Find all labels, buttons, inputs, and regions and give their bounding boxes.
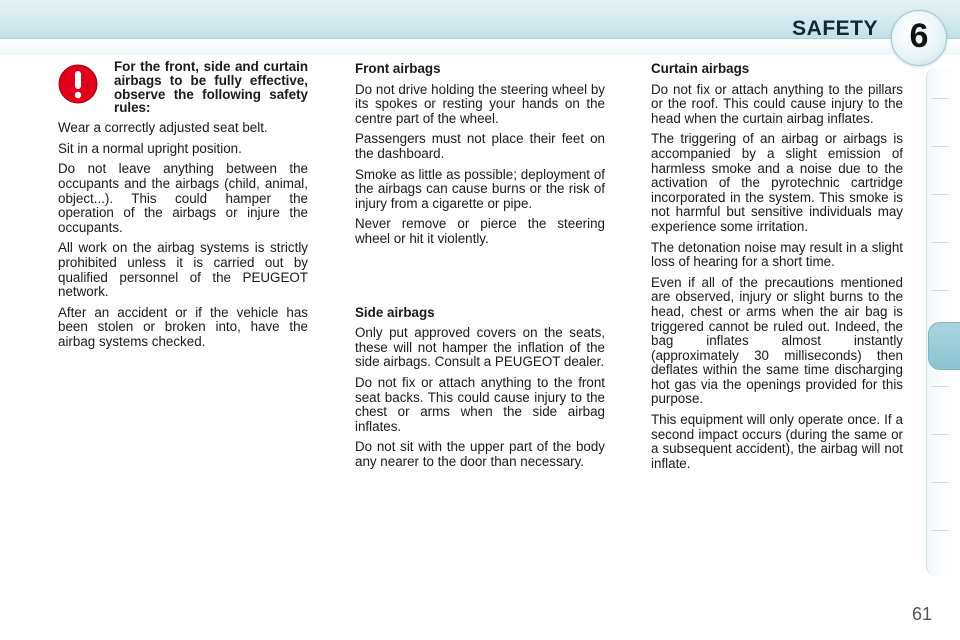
- column-general-rules: [58, 60, 308, 356]
- side-tab-divider: [931, 242, 949, 243]
- safety-rules-intro: For the front, side and curtain airbags to be fully effective, observe the following safety rules:: [114, 59, 308, 116]
- paragraph: Do not leave anything between the occupants and the airbags (child, animal, object...). This could hamper the operation of the airbags or injure the occupants.: [58, 161, 308, 235]
- side-tab-divider: [931, 482, 949, 483]
- side-tab-divider: [931, 434, 949, 435]
- section-title: SAFETY: [792, 17, 878, 40]
- paragraph: The triggering of an airbag or airbags is accompanied by a slight emission of harmless smoke and a noise due to the activation of the pyrotechnic cartridge incorporated in the system. This smoke is not harmful but sensitive individuals may experience some irritation.: [651, 131, 903, 234]
- side-tab-divider: [931, 290, 949, 291]
- side-tab-divider: [931, 98, 949, 99]
- side-tab-active-chapter[interactable]: [928, 322, 960, 370]
- side-airbags-heading: Side airbags: [355, 304, 435, 320]
- chapter-number: 6: [909, 17, 929, 55]
- paragraph: After an accident or if the vehicle has been stolen or broken into, have the airbag systems checked.: [58, 304, 308, 349]
- paragraph: The detonation noise may result in a slight loss of hearing for a short time.: [651, 239, 903, 270]
- side-tab-divider: [931, 386, 949, 387]
- side-tab-divider: [931, 530, 949, 531]
- paragraph: Sit in a normal upright position.: [58, 140, 242, 156]
- side-tab-divider: [931, 146, 949, 147]
- paragraph: Do not sit with the upper part of the body any nearer to the door than necessary.: [355, 439, 605, 469]
- column-front-side-airbags: [355, 62, 605, 475]
- front-airbags-heading: Front airbags: [355, 61, 441, 76]
- paragraph: Smoke as little as possible; deployment of the airbags can cause burns or the risk of injury from a cigarette or pipe.: [355, 166, 605, 211]
- paragraph: This equipment will only operate once. If a second impact occurs (during the same or a subsequent accident), the airbag will not inflate.: [651, 412, 903, 471]
- paragraph: Do not drive holding the steering wheel by its spokes or resting your hands on the centre part of the wheel.: [355, 81, 605, 126]
- paragraph: Never remove or pierce the steering wheel or hit it violently.: [355, 216, 605, 246]
- chapter-badge: [891, 10, 947, 66]
- paragraph: Even if all of the precautions mentioned are observed, injury or slight burns to the head, chest or arms when the air bag is triggered cannot be ruled out. Indeed, the bag inflates almost instantly (approximately 30 milliseconds) then deflates within the same time discharging hot gas via the openings provided for this purpose.: [651, 274, 903, 407]
- column-spacer: [355, 253, 605, 306]
- paragraph: Passengers must not place their feet on the dashboard.: [355, 131, 605, 161]
- paragraph: Do not fix or attach anything to the front seat backs. This could cause injury to the chest or arms when the side airbag inflates.: [355, 374, 605, 434]
- paragraph: Only put approved covers on the seats, these will not hamper the inflation of the side airbags. Consult a PEUGEOT dealer.: [355, 325, 605, 370]
- curtain-airbags-heading: Curtain airbags: [651, 61, 750, 76]
- column-curtain-airbags: [651, 62, 903, 477]
- side-tab-divider: [931, 194, 949, 195]
- paragraph: Do not fix or attach anything to the pillars or the roof. This could cause injury to the head when the curtain airbag inflates.: [651, 81, 903, 126]
- paragraph: Wear a correctly adjusted seat belt.: [58, 120, 268, 136]
- page-number: 61: [911, 604, 932, 624]
- paragraph: All work on the airbag systems is strictly prohibited unless it is carried out by qualified personnel of the PEUGEOT network.: [58, 240, 308, 300]
